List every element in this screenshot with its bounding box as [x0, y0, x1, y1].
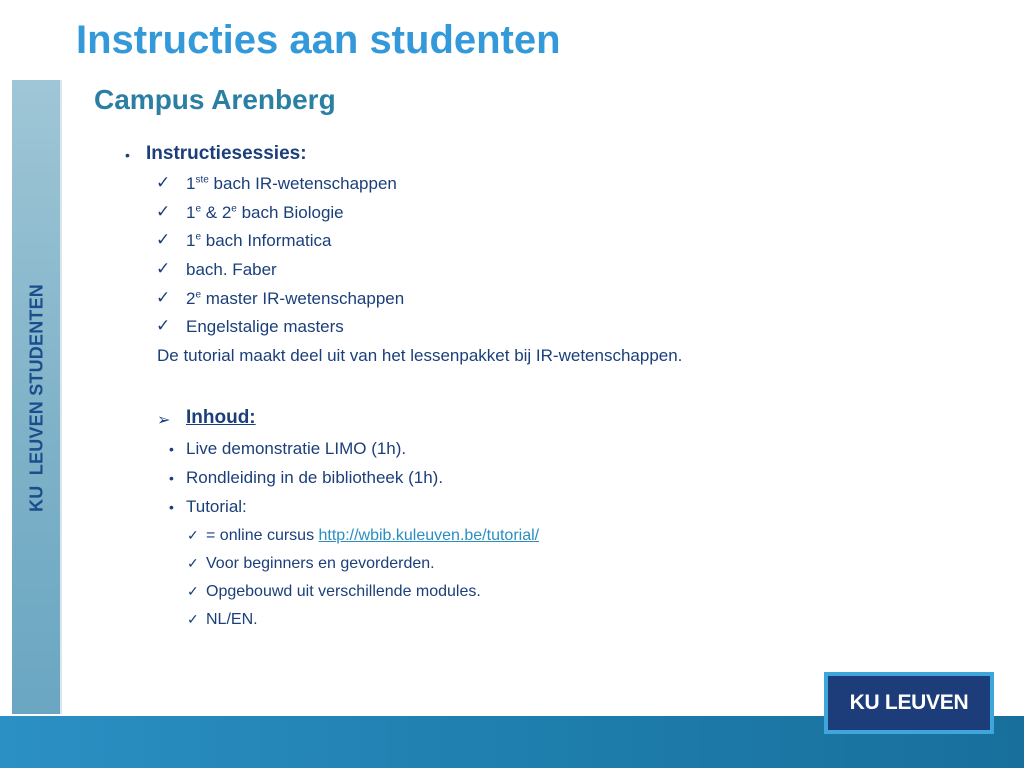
checkmark-icon: ✓: [156, 230, 171, 249]
session-item: Engelstalige masters: [186, 317, 344, 336]
sessions-note: De tutorial maakt deel uit van het lessenpakket bij IR-wetenschappen.: [157, 346, 683, 365]
checkmark-icon: ✓: [187, 611, 199, 627]
sessions-heading: Instructiesessies:: [146, 143, 307, 164]
checkmark-icon: ✓: [187, 583, 199, 599]
checkmark-icon: ✓: [156, 173, 171, 192]
checkmark-icon: ✓: [156, 259, 171, 278]
session-item: 1e & 2e bach Biologie: [186, 203, 344, 222]
content-item: Tutorial:: [186, 497, 247, 516]
bullet-dot-icon: •: [125, 147, 130, 163]
checkmark-icon: ✓: [156, 288, 171, 307]
tutorial-item: = online cursus http://wbib.kuleuven.be/tutorial/: [206, 527, 540, 544]
ku-leuven-logo: [824, 672, 994, 734]
side-label: KU LEUVEN STUDENTEN: [26, 283, 47, 513]
content-item: Rondleiding in de bibliotheek (1h).: [186, 468, 444, 487]
bullet-dot-icon: •: [169, 499, 174, 515]
logo-text: KU LEUVEN: [849, 691, 969, 714]
tutorial-link[interactable]: http://wbib.kuleuven.be/tutorial/: [318, 527, 540, 544]
session-item: bach. Faber: [186, 260, 277, 279]
tutorial-item: Voor beginners en gevorderden.: [206, 555, 435, 572]
bullet-dot-icon: •: [169, 470, 174, 486]
content-item: Live demonstratie LIMO (1h).: [186, 439, 407, 458]
checkmark-icon: ✓: [187, 555, 199, 571]
slide-subtitle: Campus Arenberg: [94, 84, 336, 115]
session-item: 1ste bach IR-wetenschappen: [186, 174, 397, 193]
checkmark-icon: ✓: [156, 202, 171, 221]
slide-title: Instructies aan studenten: [76, 18, 561, 62]
checkmark-icon: ✓: [156, 316, 171, 335]
bullet-dot-icon: •: [169, 441, 174, 457]
tutorial-item: NL/EN.: [206, 611, 258, 628]
arrow-bullet-icon: ➢: [157, 412, 171, 429]
checkmark-icon: ✓: [187, 527, 199, 543]
tutorial-item: Opgebouwd uit verschillende modules.: [206, 583, 481, 600]
session-item: 1e bach Informatica: [186, 231, 332, 250]
session-item: 2e master IR-wetenschappen: [186, 289, 405, 308]
content-heading: Inhoud:: [186, 407, 256, 428]
